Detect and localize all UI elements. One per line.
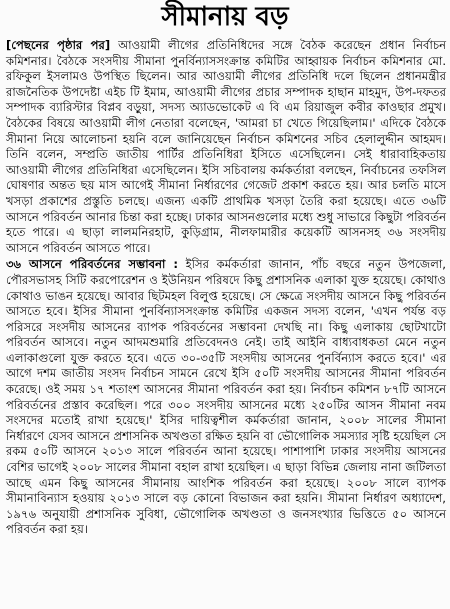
paragraph-text: আওয়ামী লীগের প্রতিনিধিদের সঙ্গে বৈঠক করেছেন প্রধান নির্বাচন কমিশনার। বৈঠকে সংসদীয় সীমানা পুনর্বিন্যাসসংক্রান্ত কমিটির আহ্বায়ক নির্বাচন কমিশনার মো. রফিকুল ইসলামও উপস্থিত ছিলেন। আর আওয়ামী লীগের প্রতিনিধি দলে ছিলেন প্রধানমন্ত্রীর রাজনৈতিক উপদেষ্টা এইচ টি ইমাম, আওয়ামী লীগের প্রচার সম্পাদক হাছান মাহমুদ, উপ-দফতর সম্পাদক ব্যারিস্টার বিপ্লব বড়ুয়া, সদস্য অ্যাডভোকেট এ বি এম রিয়াজুল কবীর কাওছার প্রমুখ। বৈঠকের বিষয়ে আওয়ামী লীগ নেতারা বলেছেন, 'আমরা চা খেতে গিয়েছিলাম।' এদিকে বৈঠকে সীমানা নিয়ে আলোচনা হয়নি বলে জানিয়েছেন নির্বাচন কমিশনের সচিব হেলালুদ্দীন আহমদ। তিনি বলেন, সম্প্রতি জাতীয় পার্টির প্রতিনিধিরা ইসিতে এসেছিলেন। সেই ধারাবাহিকতায় আওয়ামী লীগের প্রতিনিধিরা এসেছিলেন। ইসি সচিবালয় কর্মকর্তারা বলছেন, নির্বাচনের তফসিল ঘোষণার অন্তত ছয় মাস আগেই সীমানা নির্ধারণের গেজেট প্রকাশ করতে হয়। আর চলতি মাসে খসড়া প্রকাশের প্রস্তুতি চলছে। এজন্য একটি প্রাথমিক খসড়া তৈরি করা হয়েছে। এতে ৩৬টি আসনে পরিবর্তন আনার চিন্তা করা হচ্ছে। ঢাকার আসনগুলোর মধ্যে শুধু সাভারে কিছুটা পরিবর্তন হতে পারে। এ ছাড়া লালমনিরহাট, কুড়িগ্রাম, নীলফামারীর কয়েকটি আসনসহ ৩৬ সংসদীয় আসনে পরিবর্তন আসতে পারে। bbox=[6, 38, 446, 255]
continued-from-tag: [পেছনের পৃষ্ঠার পর] bbox=[6, 38, 111, 52]
paragraph-continued bbox=[6, 38, 446, 256]
article-body bbox=[6, 38, 446, 538]
headline-area bbox=[0, 0, 450, 38]
paragraph-text: ইসির কর্মকর্তারা জানান, পাঁচ বছরে নতুন উপজেলা, পৌরসভাসহ সিটি করপোরেশন ও ইউনিয়ন পরিষদে কিছু প্রশাসনিক এলাকা যুক্ত হয়েছে। কোথাও কোথাও ভাঙন হয়েছে। আবার ছিটমহল বিলুপ্ত হয়েছে। সে ক্ষেত্রে সংসদীয় আসনে কিছু পরিবর্তন আসতে হবে। ইসির সীমানা পুনর্বিন্যাসসংক্রান্ত কমিটির একজন সদস্য বলেন, 'এখন পর্যন্ত বড় পরিসরে সংসদীয় আসনের ব্যাপক পরিবর্তনের সম্ভাবনা দেখছি না। কিছু এলাকায় ছোটখাটো পরিবর্তন আসবে। নতুন আদমশুমারি প্রতিবেদনও নেই। তাই আইনি বাধ্যবাধকতা মেনে নতুন এলাকাগুলো যুক্ত করতে হবে। এতে ৩০-৩৫টি সংসদীয় আসনের পুনর্বিন্যাস করতে হবে।' এর আগে দশম জাতীয় সংসদ নির্বাচন সামনে রেখে ইসি ৫০টি সংসদীয় আসনের সীমানা পরিবর্তন করেছে। ওই সময় ১৭ শতাংশ আসনের সীমানা পরিবর্তন করা হয়। নির্বাচন কমিশন ৮৭টি আসনে পরিবর্তনের প্রস্তাব করেছিল। পরে ৩০০ সংসদীয় আসনের মধ্যে ২৫০টির আসন সীমানা নবম সংসদের মতোই রাখা হয়েছে।' ইসির দায়িত্বশীল কর্মকর্তারা জানান, ২০০৮ সালের সীমানা নির্ধারণে যেসব আসনে প্রশাসনিক অখণ্ডতা রক্ষিত হয়নি বা ভৌগোলিক সমস্যার সৃষ্টি হয়েছিল সে রকম ৫০টি আসনে ২০১৩ সালে পরিবর্তন আনা হয়েছে। পাশাপাশি ঢাকার সংসদীয় আসনের বেশির ভাগেই ২০০৮ সালের সীমানা বহাল রাখা হয়েছিল। এ ছাড়া বিভিন্ন জেলায় নানা জটিলতা আছে এমন কিছু আসনের সীমানায় আংশিক পরিবর্তন করা হয়েছে। ২০০৮ সালে ব্যাপক সীমানাবিন্যাস হওয়ায় ২০১৩ সালে বড় কোনো বিভাজন করা হয়নি। সীমানা নির্ধারণ অধ্যাদেশ, ১৯৭৬ অনুযায়ী প্রশাসনিক সুবিধা, ভৌগোলিক অখণ্ডতা ও জনসংখ্যার ভিত্তিতে ৫০ আসনে পরিবর্তন করা হয়। bbox=[6, 257, 446, 537]
section-subheading: ৩৬ আসনে পরিবর্তনের সম্ভাবনা : bbox=[6, 257, 178, 272]
headline: সীমানায় বড় bbox=[161, 2, 289, 32]
paragraph-section bbox=[6, 257, 446, 538]
